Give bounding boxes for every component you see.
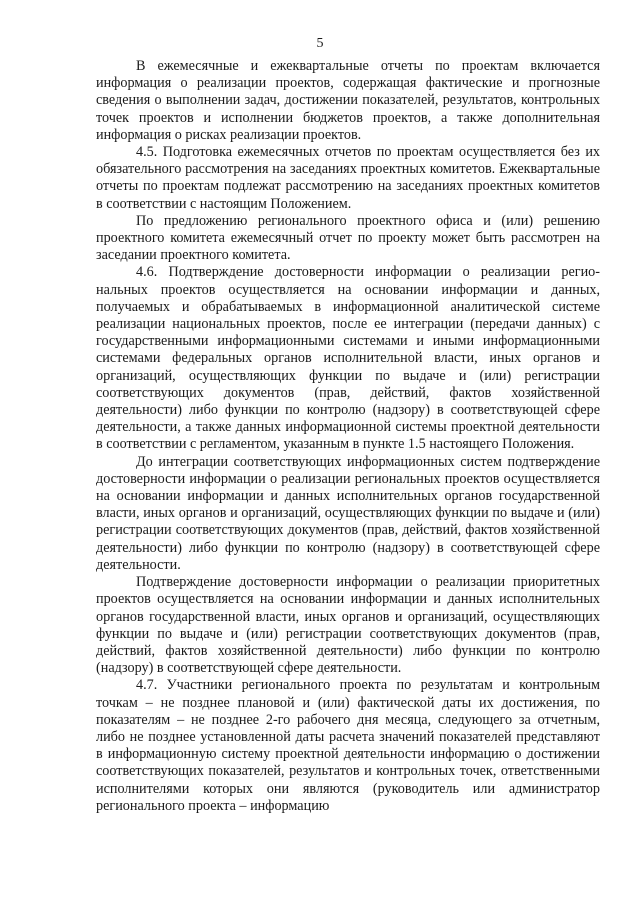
paragraph-4-5: 4.5. Подготовка ежемесячных отчетов по проектам осуществляется без их обязательного рассмотрения на заседаниях проектных комитетов. Ежеквартальные отчеты по проектам подлежат рассмотрению на заседаниях проектных комитетов в соответствии с настоящим Положением. (96, 144, 600, 212)
document-body (96, 58, 600, 815)
paragraph-4-6: 4.6. Подтверждение достоверности информации о реализации региональных проектов осуществляется на основании информации и данных, получаемых и обрабатываемых в информационной аналитической системе реализации национальных проектов, после ее интеграции (передачи данных) с государственными информационными системами и иными информационными системами федеральных органов исполнительной власти, иных органов и организаций, осуществляющих функции по выдаче и (или) регистрации соответствующих документов (прав, действий, фактов хозяйственной деятельности) либо функции по контролю (надзору) в соответствующей сфере деятельности, а также данных информационной системы проектной деятельности в соответствии с регламентом, указанным в пункте 1.5 настоящего Положения. (96, 264, 600, 453)
paragraph-priority-projects: Подтверждение достоверности информации о реализации приоритетных проектов осуществляется на основании информации и данных исполнительных органов государственной власти, иных органов и организаций, осуществляющих функции по выдаче и (или) регистрации соответствующих документов (прав, действий, фактов хозяйственной деятельности) либо функции по контролю (надзору) в соответствующей сфере деятельности. (96, 574, 600, 677)
paragraph-committee-review: По предложению регионального проектного офиса и (или) решению проектного комитета ежемесячный отчет по проекту может быть рассмотрен на заседании проектного комитета. (96, 212, 600, 264)
page-number: 5 (316, 36, 324, 51)
paragraph-reports-content: В ежемесячные и ежеквартальные отчеты по проектам включается информация о реализации проектов, содержащая фактические и прогнозные сведения о выполнении задач, достижении показателей, результатов, контрольных точек проектов и исполнении бюджетов проектов, а также дополнительная информация о рисках реализации проектов. (96, 58, 600, 143)
paragraph-4-7: 4.7. Участники регионального проекта по результатам и контрольным точкам – не позднее плановой и (или) фактической даты их достижения, по показателям – не позднее 2-го рабочего дня месяца, следующего за отчетным, либо не позднее установленной даты расчета значений показателей представляют в информационную систему проектной деятельности информацию о достижении соответствующих показателей, результатов и контрольных точек, ответственными исполнителями которых они являются (руководитель или администратор регионального проекта – информацию (96, 677, 600, 814)
paragraph-before-integration: До интеграции соответствующих информационных систем подтверждение достоверности информации о реализации региональных проектов осуществляется на основании информации и данных исполнительных органов государственной власти, иных органов и организаций, осуществляющих функции по выдаче и (или) регистрации соответствующих документов (прав, действий, фактов хозяйственной деятельности) либо функции по контролю (надзору) в соответствующей сфере деятельности. (96, 453, 600, 573)
